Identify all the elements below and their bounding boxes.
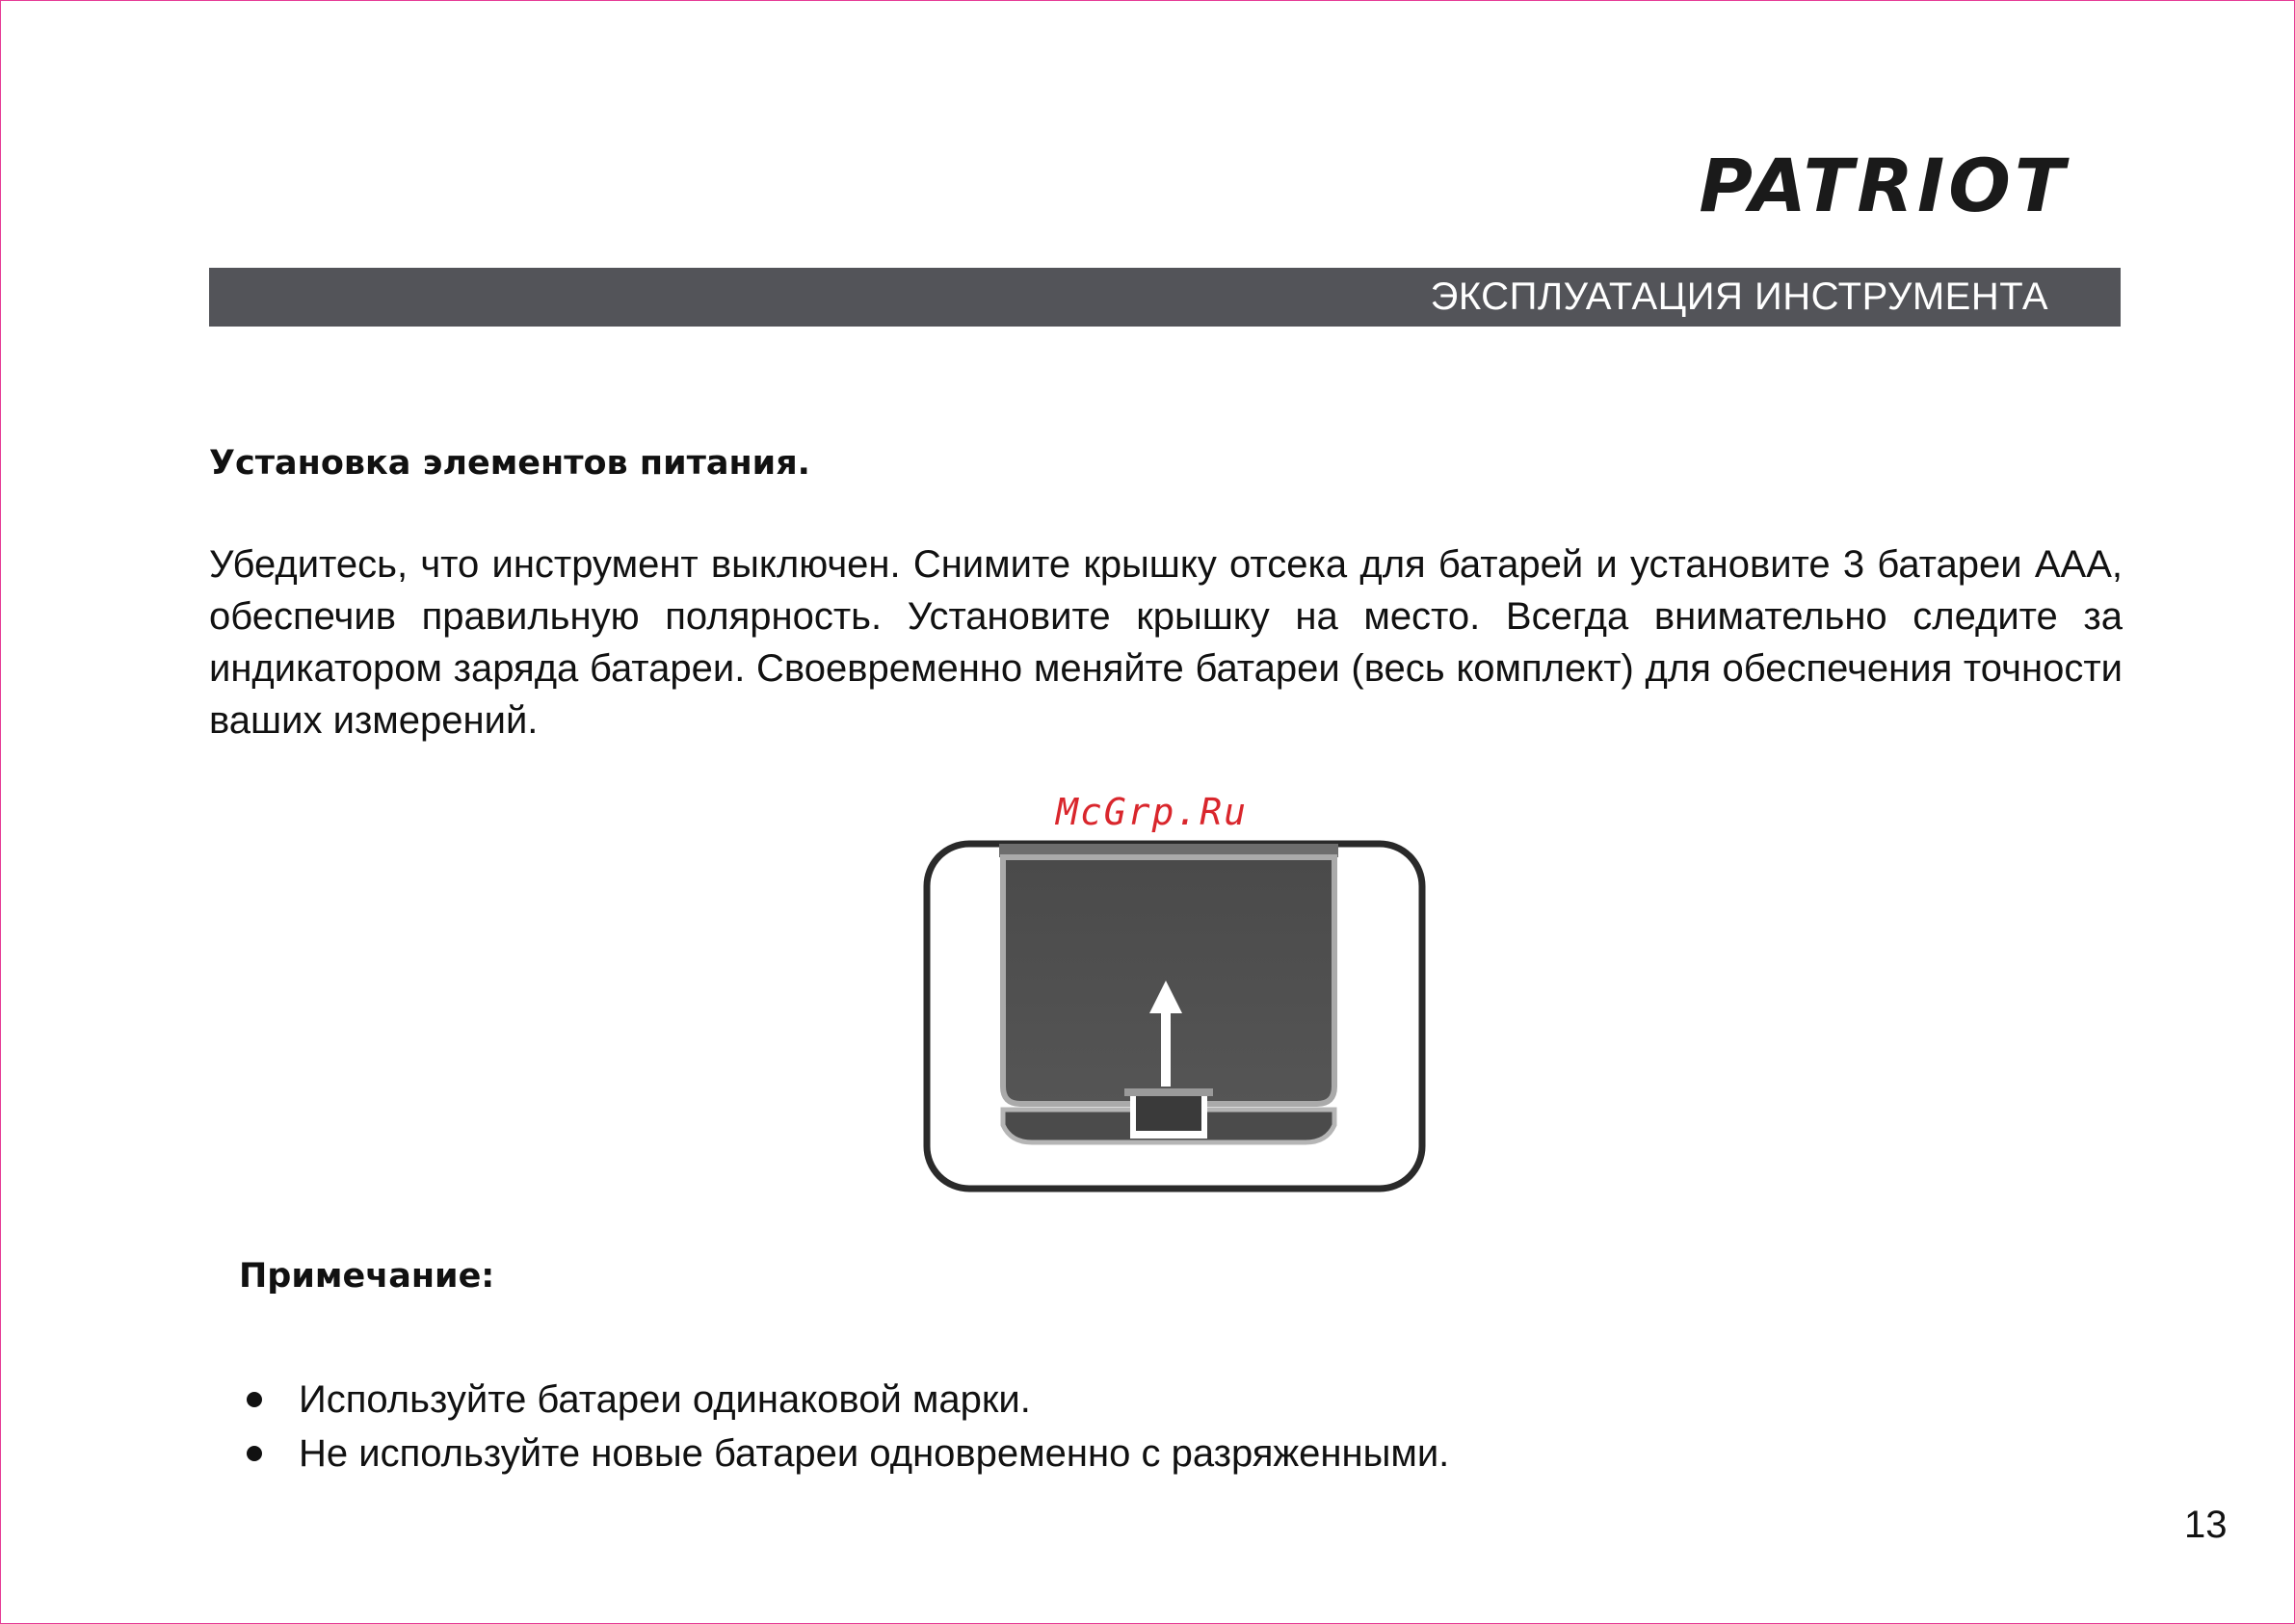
note-list xyxy=(239,1373,1449,1480)
section-header-bar xyxy=(209,268,2121,327)
list-item-text: Используйте батареи одинаковой марки. xyxy=(299,1378,1031,1421)
patriot-logo xyxy=(1660,145,2107,223)
section-title: ЭКСПЛУАТАЦИЯ ИНСТРУМЕНТА xyxy=(1430,275,2048,318)
bullet-icon xyxy=(247,1392,262,1407)
list-item xyxy=(239,1373,1449,1427)
battery-installation-text: Убедитесь, что инструмент выключен. Снимите крышку отсека для батарей и установите 3 батареи ААА, обеспечив правильную полярность. Установите крышку на место. Всегда внимательно следите за индикатором заряда батареи. Своевременно меняйте батареи (весь комплект) для обеспечения точности ваших измерений. xyxy=(209,543,2123,742)
watermark: McGrp.Ru xyxy=(1056,791,1249,833)
battery-compartment-illustration xyxy=(922,836,1427,1194)
svg-text:PATRIOT: PATRIOT xyxy=(1699,145,2069,223)
page-number: 13 xyxy=(2184,1504,2228,1546)
battery-installation-heading: Установка элементов питания. xyxy=(209,444,810,483)
list-item-text: Не используйте новые батареи одновременно с разряженными. xyxy=(299,1432,1450,1475)
note-heading: Примечание: xyxy=(239,1257,495,1296)
list-item xyxy=(239,1427,1449,1480)
bullet-icon xyxy=(247,1446,262,1461)
